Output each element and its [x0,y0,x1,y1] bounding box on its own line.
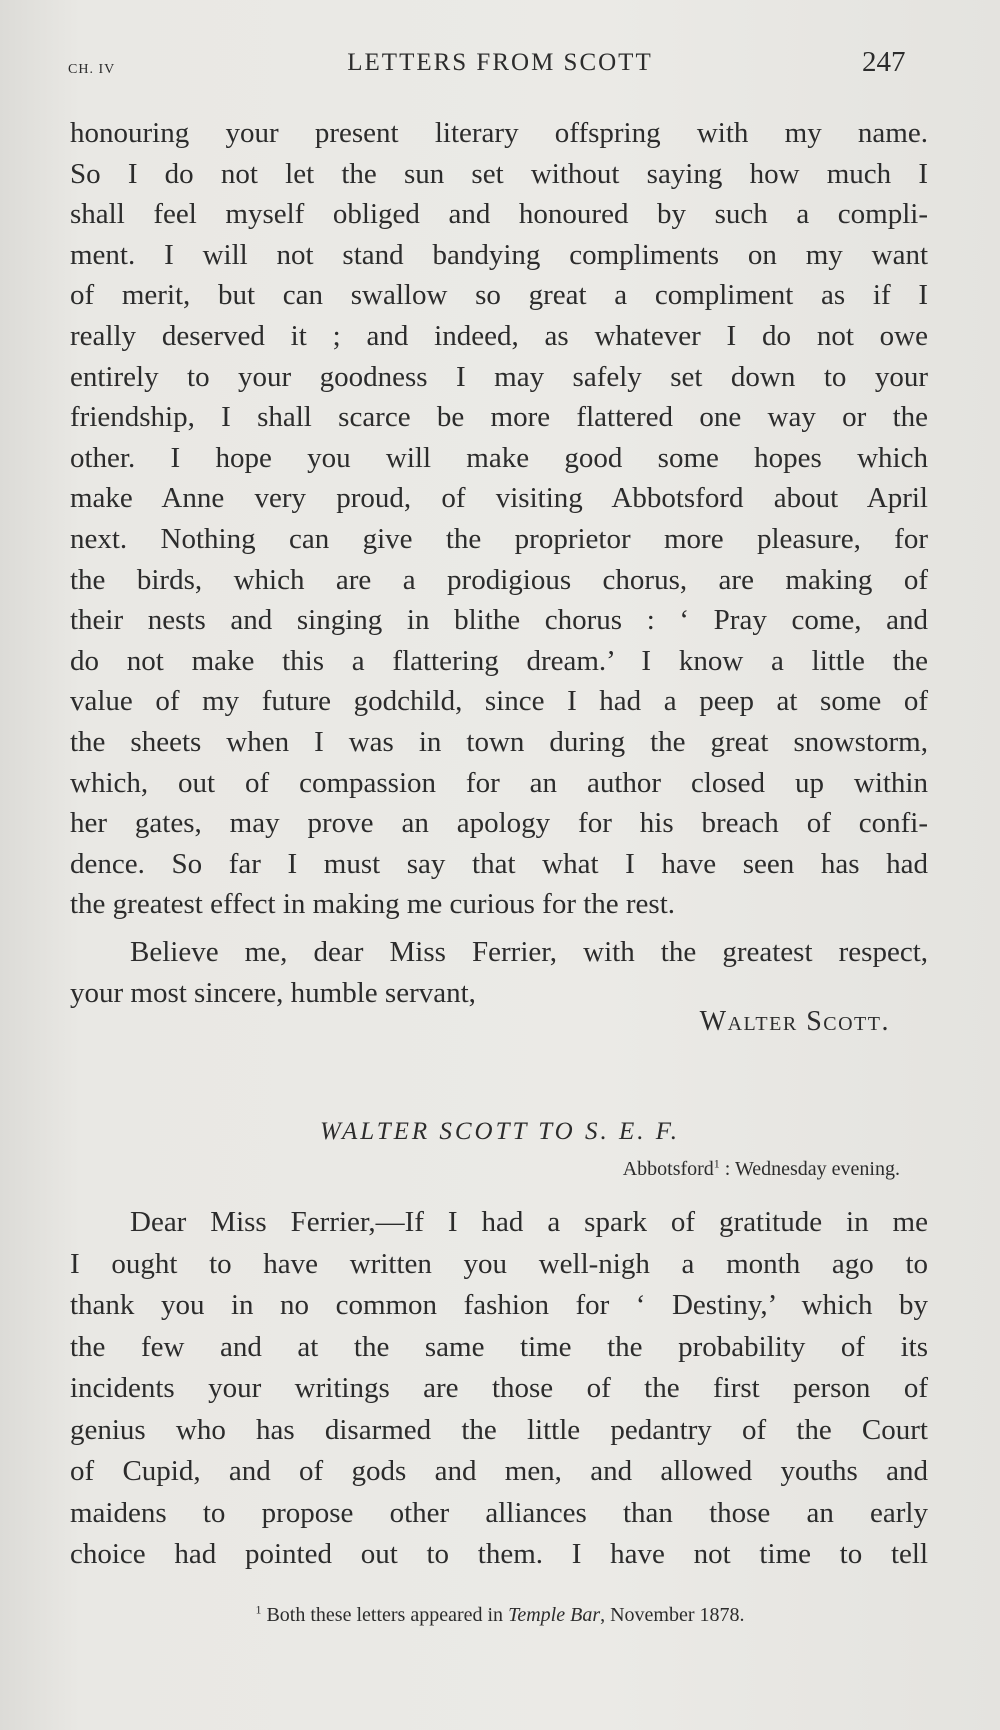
text-line: the birds, which are a prodigious chorus, are making of [70,563,928,596]
footnote-publication: Temple Bar [508,1604,601,1626]
text-line: of merit, but can swallow so great a compliment as if I [70,279,928,312]
dateline-time: : Wednesday evening. [719,1158,900,1180]
text-line: her gates, may prove an apology for his breach of confi- [70,807,928,840]
text-line: which, out of compassion for an author closed up within [70,766,928,799]
text-line: do not make this a flattering dream.’ I know a little the [70,644,928,677]
text-line: of Cupid, and of gods and men, and allowed youths and [70,1455,928,1487]
text-line: So I do not let the sun set without saying how much I [70,157,928,190]
closing-line: your most sincere, humble servant, [70,976,476,1009]
text-line: their nests and singing in blithe chorus : ‘ Pray come, and [70,604,928,637]
text-line: really deserved it ; and indeed, as whatever I do not owe [70,319,928,352]
footnote-date: , November 1878. [600,1604,745,1626]
text-line: incidents your writings are those of the first person of [70,1372,928,1404]
letter-two-heading: WALTER SCOTT TO S. E. F. [319,1118,681,1145]
text-line: the few and at the same time the probability of its [70,1330,928,1363]
text-line: I ought to have written you well-nigh a month ago to [70,1247,928,1280]
text-line: genius who has disarmed the little pedantry of the Court [70,1413,928,1446]
closing-line: Believe me, dear Miss Ferrier, with the greatest respect, [130,936,928,968]
running-header [0,44,1000,84]
text-line: the sheets when I was in town during the great snowstorm, [70,725,928,758]
text-line: friendship, I shall scarce be more flattered one way or the [70,401,928,434]
letter-one-body [70,113,928,925]
text-line: entirely to your goodness I may safely set down to your [70,360,928,393]
text-line: dence. So far I must say that what I have seen has had [70,847,928,880]
signature: Walter Scott. [699,1006,890,1037]
text-line: maidens to propose other alliances than those an early [70,1496,928,1529]
footnote-marker: 1 [713,1156,720,1171]
footnote [0,1604,1000,1627]
text-line: value of my future godchild, since I had a peep at some of [70,685,928,718]
text-line: ment. I will not stand bandying compliments on my want [70,238,928,271]
running-title: LETTERS FROM SCOTT [347,49,653,76]
text-line: shall feel myself obliged and honoured by such a compli- [70,198,928,231]
text-line: honouring your present literary offspring with my name. [70,117,928,149]
text-line: other. I hope you will make good some hopes which [70,441,928,474]
footnote-number: 1 [255,1602,262,1617]
text-line: make Anne very proud, of visiting Abbotsford about April [70,482,928,515]
text-line: thank you in no common fashion for ‘ Destiny,’ which by [70,1289,928,1321]
chapter-label: CH. IV [68,62,116,77]
page-number: 247 [862,46,906,78]
text-line: next. Nothing can give the proprietor more pleasure, for [70,522,928,555]
letter-one-closing [70,932,928,1013]
dateline [0,1158,900,1181]
footnote-text: Both these letters appeared in [261,1604,509,1626]
letter-two-body [70,1202,928,1576]
text-line: Dear Miss Ferrier,—If I had a spark of gratitude in me [130,1206,928,1238]
text-line: the greatest effect in making me curious for the rest. [70,888,676,921]
dateline-place: Abbotsford [622,1158,714,1180]
text-line: choice had pointed out to them. I have not time to tell [70,1538,928,1570]
